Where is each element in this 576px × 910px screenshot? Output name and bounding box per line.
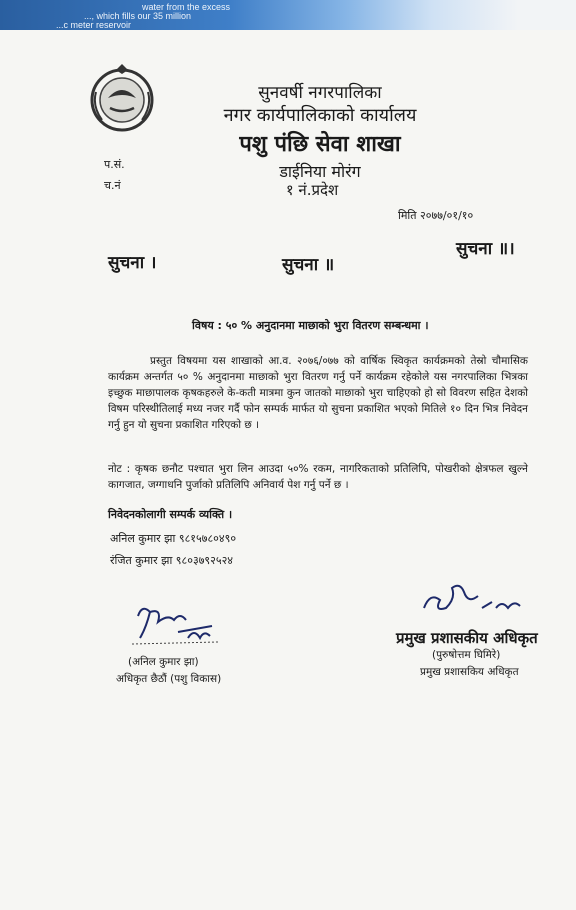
top-banner [0, 0, 576, 30]
left-signatory-title: अधिकृत छैठौं (पशु विकास) [116, 673, 222, 685]
banner-text-1: water from the excess [142, 2, 231, 12]
left-signature [128, 598, 224, 648]
contact-title: निवेदनकोलागी सम्पर्क व्यक्ति । [108, 508, 233, 521]
body-paragraph: प्रस्तुत विषयमा यस शाखाको आ.व. २०७६/०७७ को वार्षिक स्विकृत कार्यक्रमको तेस्रो चौमासिक कार्यक्रम अन्तर्गत ५० % अनुदानमा माछाको भुरा वितरण गर्नु पर्ने कार्यक्रम रहेकोले यस नगरपालिका भित्रका इच्छुक माछापालक कृषकहरुले के-कती मात्रमा कुन जातको माछाको भुरा चाहिएको हो सो विवरण सहित देशको विषम परिस्थीतिलाई मध्य नजर गर्दै फोन सम्पर्क मार्फत यो सुचना प्रकाशित भएको मितिले १० दिन भित्र निवेदन गर्नु हुन यो सुचना प्रकाशित गरिएको छ । [108, 355, 528, 431]
notice-heading-1: सुचना । [108, 253, 157, 273]
banner-text-2: ..., which fills our 35 million [84, 11, 192, 21]
right-signatory-name: (पुरुषोत्तम घिमिरे) [432, 649, 501, 661]
banner-text-3: ...c meter reservoir [56, 20, 132, 30]
note-paragraph: नोट : कृषक छनौट पश्चात भुरा लिन आउदा ५०% रकम, नागरिकताको प्रतिलिपि, पोखरीको क्षेत्रफल खुल्ने कागजात, जग्गाधनि पुर्जाको प्रतिलिपि अनिवार्य पेश गर्नु पर्ने छ । [108, 463, 528, 491]
contact-item: अनिल कुमार झा ९८१५७८०४९० [110, 532, 237, 545]
province-name: १ नं.प्रदेश [285, 181, 339, 199]
left-signatory-name: (अनिल कुमार झा) [128, 656, 199, 668]
section-name: पशु पंछि सेवा शाखा [239, 131, 401, 157]
contact-item: रंजित कुमार झा ९८०३७९२५२४ [110, 554, 234, 567]
location-name: डाईनिया मोरंग [279, 162, 361, 181]
office-name: नगर कार्यपालिकाको कार्यालय [223, 105, 417, 126]
right-signature [416, 578, 526, 628]
right-signatory-subtitle: प्रमुख प्रशासकिय अधिकृत [420, 666, 519, 678]
municipality-name: सुनवर्षी नगरपालिका [258, 83, 382, 103]
right-signatory-title: प्रमुख प्रशासकीय अधिकृत [396, 629, 538, 647]
document-date: मिति २०७७/०१/१० [398, 209, 474, 222]
notice-heading-2: सुचना ॥ [282, 255, 335, 275]
subject-line: विषय : ५० % अनुदानमा माछाको भुरा वितरण सम्बन्धमा । [192, 319, 429, 332]
reference-number-label: प.सं. [104, 158, 125, 171]
dispatch-number-label: च.नं [104, 179, 121, 192]
notice-heading-3: सुचना ॥। [456, 239, 515, 259]
